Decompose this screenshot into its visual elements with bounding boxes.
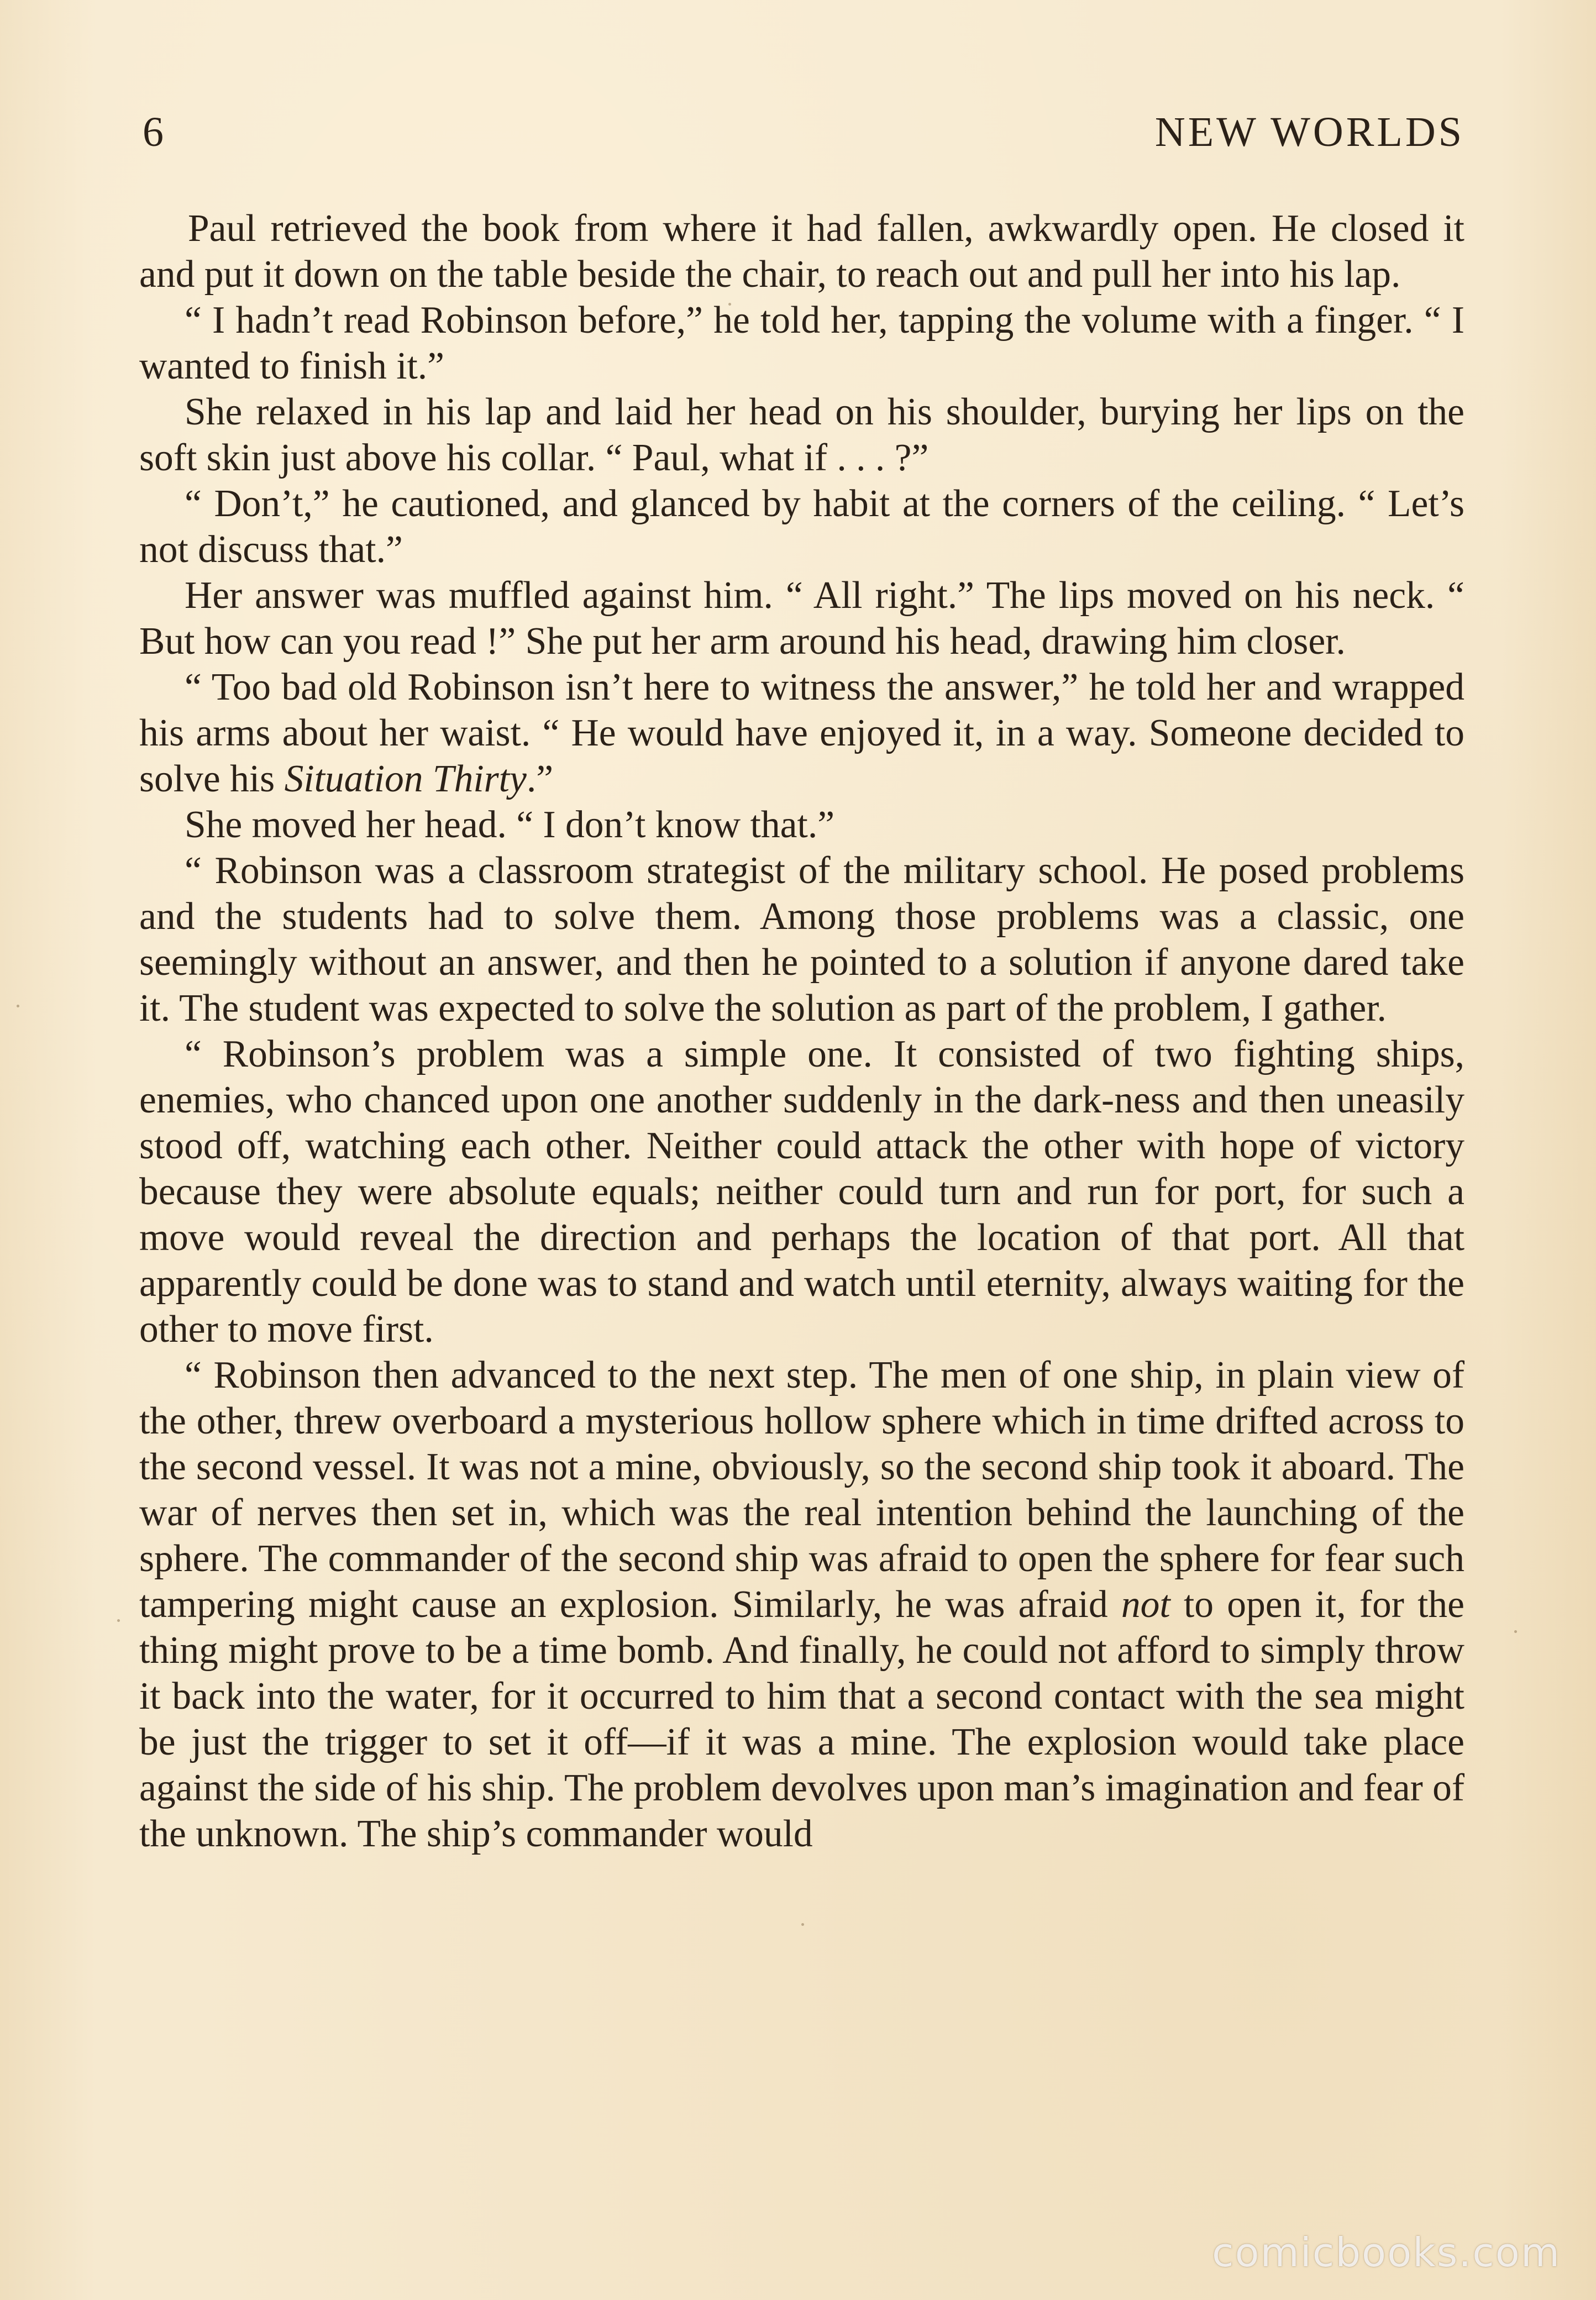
paragraph xyxy=(139,1352,1464,1857)
paper-speck xyxy=(801,1923,804,1926)
paper-speck xyxy=(1514,1630,1517,1633)
paragraph-text: to open it, for the thing might prove to be a time bomb. And finally, he could not afford to simply throw it back into the water, for it occurred to him that a second contact with the sea might be just the trigger to set it off—if it was a mine. The explosion would take place against the side of his ship. The problem devolves upon man’s imagination and fear of the unknown. The ship’s commander would xyxy=(139,1583,1464,1855)
running-title: NEW WORLDS xyxy=(1154,109,1464,155)
paragraph xyxy=(139,664,1464,802)
paragraph: “ Robinson’s problem was a simple one. It consisted of two fighting ships, enemies, who chanced upon one another suddenly in the dark-ness and then uneasily stood off, watching each other. Neither could attack the other with hope of victory because they were absolute equals; neither could turn and run for port, for such a move would reveal the direction and perhaps the location of that port. All that apparently could be done was to stand and watch until eternity, always waiting for the other to move first. xyxy=(139,1033,1464,1351)
paper-speck xyxy=(17,1005,19,1007)
body-text xyxy=(139,206,1464,1857)
paragraph-text: “ Robinson then advanced to the next step. The men of one ship, in plain view of the other, threw overboard a mysterious hollow sphere which in time drifted across to the second vessel. It was not a mine, obviously, so the second ship took it aboard. The war of nerves then set in, which was the real intention behind the launching of the sphere. The commander of the second ship was afraid to open the sphere for fear such tampering might cause an explosion. Similarly, he was afraid xyxy=(139,1354,1464,1626)
paragraph-text: “ Too bad old Robinson isn’t here to witness the answer,” he told her and wrapped his arms about her waist. “ He would have enjoyed it, in a way. Someone decided to solve his xyxy=(139,666,1464,800)
paragraph: Her answer was muffled against him. “ All right.” The lips moved on his neck. “ But how can you read !” She put her arm around his head, drawing him closer. xyxy=(139,574,1464,663)
paragraph-text: .” xyxy=(526,758,554,800)
paragraph: She relaxed in his lap and laid her head on his shoulder, burying her lips on the soft skin just above his collar. “ Paul, what if . . . ?” xyxy=(139,391,1464,479)
page-header xyxy=(143,108,1464,164)
paragraph: “ Don’t,” he cautioned, and glanced by habit at the corners of the ceiling. “ Let’s not discuss that.” xyxy=(139,482,1464,571)
paragraph: “ I hadn’t read Robinson before,” he told her, tapping the volume with a finger. “ I wanted to finish it.” xyxy=(139,299,1464,387)
italic-situation-thirty: Situation Thirty xyxy=(284,758,527,800)
paragraph: She moved her head. “ I don’t know that.” xyxy=(185,804,835,846)
page-number: 6 xyxy=(143,109,165,155)
paper-speck xyxy=(728,303,731,306)
watermark: comicbooks.com xyxy=(1211,2229,1561,2276)
paragraph: “ Robinson was a classroom strategist of the military school. He posed problems and the students had to solve them. Among those problems was a classic, one seemingly without an answer, and then he pointed to a solution if anyone dared take it. The student was expected to solve the solution as part of the problem, I gather. xyxy=(139,849,1464,1030)
paragraph: Paul retrieved the book from where it had fallen, awkwardly open. He closed it and put it down on the table beside the chair, to reach out and pull her into his lap. xyxy=(139,207,1464,296)
paper-speck xyxy=(117,1619,120,1622)
italic-not: not xyxy=(1121,1583,1170,1626)
